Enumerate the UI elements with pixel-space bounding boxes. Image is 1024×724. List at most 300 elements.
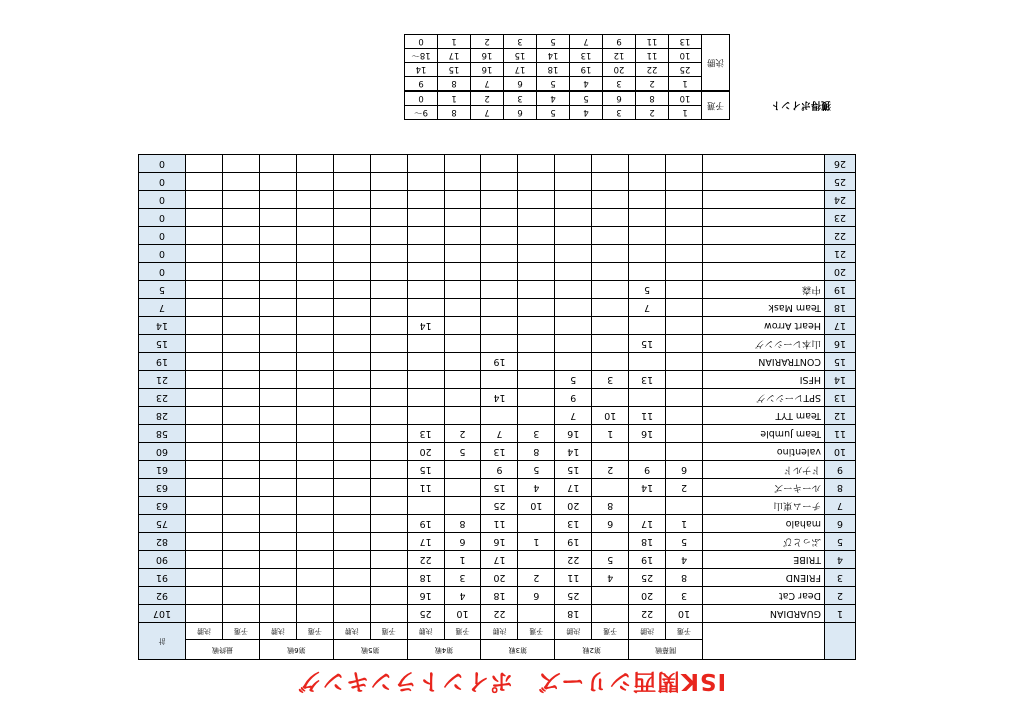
legend-cell: 22 (636, 63, 669, 77)
points-cell (481, 299, 518, 317)
team-name-cell: Dear Cat (703, 587, 825, 605)
points-cell (259, 479, 296, 497)
points-cell (186, 353, 223, 371)
points-cell (296, 191, 333, 209)
points-cell (370, 299, 407, 317)
points-cell (333, 299, 370, 317)
points-cell (666, 407, 703, 425)
points-cell (296, 443, 333, 461)
points-cell: 5 (592, 551, 629, 569)
stage-header-yosen: 予選 (666, 623, 703, 640)
points-cell (666, 317, 703, 335)
points-cell: 16 (629, 425, 666, 443)
points-cell (481, 227, 518, 245)
points-cell (555, 227, 592, 245)
points-cell: 20 (629, 587, 666, 605)
legend-cell: 1 (669, 106, 702, 120)
legend-cell: 19 (570, 63, 603, 77)
points-cell: 6 (444, 533, 481, 551)
points-cell (259, 263, 296, 281)
rank-cell: 2 (825, 587, 856, 605)
points-cell (333, 479, 370, 497)
points-cell: 25 (555, 587, 592, 605)
table-row (139, 587, 856, 605)
points-cell (555, 263, 592, 281)
points-cell (444, 317, 481, 335)
points-cell (370, 515, 407, 533)
legend-cell: 10 (669, 91, 702, 106)
points-cell (296, 551, 333, 569)
points-cell: 11 (481, 515, 518, 533)
points-cell (407, 371, 444, 389)
legend-cell: 7 (471, 77, 504, 92)
rank-cell: 8 (825, 479, 856, 497)
points-cell: 17 (629, 515, 666, 533)
total-cell: 92 (139, 587, 186, 605)
points-cell (444, 281, 481, 299)
points-cell (333, 353, 370, 371)
points-cell (481, 191, 518, 209)
points-cell (555, 209, 592, 227)
points-cell (296, 227, 333, 245)
header-blank-rank (825, 623, 856, 660)
points-cell: 18 (407, 569, 444, 587)
points-cell (186, 317, 223, 335)
header-blank-team (703, 623, 825, 660)
points-cell (186, 533, 223, 551)
points-cell (223, 425, 260, 443)
team-name-cell: ルーキーズ (703, 479, 825, 497)
points-cell (259, 371, 296, 389)
table-row (139, 461, 856, 479)
rank-cell: 22 (825, 227, 856, 245)
table-row (139, 389, 856, 407)
points-cell (481, 245, 518, 263)
legend-cell: 17 (504, 63, 537, 77)
points-cell (259, 587, 296, 605)
points-cell (259, 209, 296, 227)
points-cell (518, 155, 555, 173)
total-cell: 82 (139, 533, 186, 551)
points-cell (186, 263, 223, 281)
points-cell: 22 (407, 551, 444, 569)
points-cell (223, 533, 260, 551)
table-row (139, 569, 856, 587)
total-cell: 91 (139, 569, 186, 587)
legend-cell: 18～ (405, 49, 438, 63)
points-cell (259, 173, 296, 191)
points-cell (186, 299, 223, 317)
points-cell (518, 371, 555, 389)
points-cell (629, 191, 666, 209)
total-cell: 63 (139, 479, 186, 497)
points-cell (444, 245, 481, 263)
points-cell: 17 (481, 551, 518, 569)
points-cell (666, 209, 703, 227)
points-cell (481, 281, 518, 299)
points-cell (592, 173, 629, 191)
legend-cell: 20 (603, 63, 636, 77)
team-name-cell: ドナルド (703, 461, 825, 479)
table-row (139, 335, 856, 353)
legend-row (405, 49, 730, 63)
points-cell (333, 173, 370, 191)
points-cell (370, 389, 407, 407)
team-name-cell: 中森 (703, 281, 825, 299)
points-cell (481, 371, 518, 389)
legend-cell: 11 (636, 35, 669, 49)
total-cell: 0 (139, 209, 186, 227)
points-cell (407, 191, 444, 209)
points-cell (259, 281, 296, 299)
points-cell (370, 587, 407, 605)
points-cell (629, 443, 666, 461)
table-row (139, 443, 856, 461)
points-cell (518, 317, 555, 335)
rank-cell: 26 (825, 155, 856, 173)
points-cell (592, 245, 629, 263)
rank-cell: 5 (825, 533, 856, 551)
points-cell (518, 551, 555, 569)
rank-cell: 13 (825, 389, 856, 407)
legend-cell: 7 (471, 106, 504, 120)
points-cell (518, 335, 555, 353)
points-cell (444, 155, 481, 173)
points-cell (555, 317, 592, 335)
round-header: 第4戦 (407, 640, 481, 660)
points-cell (333, 533, 370, 551)
points-cell: 7 (481, 425, 518, 443)
legend-cell: 10 (669, 49, 702, 63)
points-cell (592, 191, 629, 209)
points-cell (186, 191, 223, 209)
points-cell (518, 281, 555, 299)
points-cell (407, 335, 444, 353)
total-cell: 0 (139, 263, 186, 281)
legend-cell: 8 (636, 91, 669, 106)
table-row (139, 191, 856, 209)
points-cell (370, 245, 407, 263)
points-cell (259, 425, 296, 443)
points-cell (333, 335, 370, 353)
points-cell (333, 191, 370, 209)
points-cell (296, 515, 333, 533)
points-cell (481, 209, 518, 227)
points-cell (186, 281, 223, 299)
total-cell: 14 (139, 317, 186, 335)
points-cell: 5 (666, 533, 703, 551)
points-cell (296, 569, 333, 587)
points-cell (259, 389, 296, 407)
legend-row (405, 91, 730, 106)
points-cell (186, 551, 223, 569)
table-row (139, 245, 856, 263)
points-cell: 13 (555, 515, 592, 533)
table-row (139, 479, 856, 497)
points-cell (518, 299, 555, 317)
points-cell (186, 443, 223, 461)
points-cell (407, 299, 444, 317)
points-cell (666, 335, 703, 353)
points-cell (333, 245, 370, 263)
rank-cell: 15 (825, 353, 856, 371)
points-cell (259, 299, 296, 317)
points-cell: 6 (518, 587, 555, 605)
points-cell (518, 191, 555, 209)
legend-cell: 16 (471, 49, 504, 63)
total-cell: 5 (139, 281, 186, 299)
stage-header-yosen: 予選 (592, 623, 629, 640)
team-name-cell: HFSI (703, 371, 825, 389)
team-name-cell: GUARDIAN (703, 605, 825, 623)
points-cell (296, 587, 333, 605)
points-cell: 17 (407, 533, 444, 551)
points-cell (407, 263, 444, 281)
points-cell (186, 479, 223, 497)
points-cell: 25 (407, 605, 444, 623)
points-cell (223, 371, 260, 389)
points-cell (518, 209, 555, 227)
points-cell: 10 (666, 605, 703, 623)
points-cell: 6 (666, 461, 703, 479)
stage-header-kessho: 決勝 (186, 623, 223, 640)
points-cell (407, 281, 444, 299)
points-cell (296, 353, 333, 371)
points-cell: 3 (666, 587, 703, 605)
legend-row (405, 77, 730, 92)
table-row (139, 497, 856, 515)
points-cell (296, 389, 333, 407)
legend-stage-yosen: 予選 (702, 91, 730, 120)
points-cell: 16 (555, 425, 592, 443)
team-name-cell (703, 245, 825, 263)
points-cell (223, 227, 260, 245)
team-name-cell: Team TYT (703, 407, 825, 425)
points-cell (407, 353, 444, 371)
round-header-row (139, 640, 856, 660)
points-cell (223, 353, 260, 371)
points-cell (629, 245, 666, 263)
team-name-cell: チーム東山 (703, 497, 825, 515)
legend-cell: 5 (537, 106, 570, 120)
legend-cell: 2 (636, 106, 669, 120)
points-cell (333, 263, 370, 281)
points-cell (259, 461, 296, 479)
points-cell (259, 533, 296, 551)
points-cell (666, 263, 703, 281)
points-cell (370, 317, 407, 335)
total-cell: 63 (139, 497, 186, 515)
table-row (139, 317, 856, 335)
points-cell (223, 569, 260, 587)
ranking-table (138, 154, 856, 660)
points-cell (296, 245, 333, 263)
team-name-cell: ぷっとび (703, 533, 825, 551)
points-cell (296, 533, 333, 551)
points-cell: 22 (481, 605, 518, 623)
rank-cell: 20 (825, 263, 856, 281)
points-cell (481, 407, 518, 425)
points-cell (223, 587, 260, 605)
points-cell (592, 299, 629, 317)
points-cell: 25 (481, 497, 518, 515)
points-cell: 4 (444, 587, 481, 605)
points-cell: 8 (518, 443, 555, 461)
points-cell (186, 389, 223, 407)
points-cell (186, 245, 223, 263)
total-cell: 0 (139, 245, 186, 263)
legend-cell: 4 (570, 106, 603, 120)
points-cell: 5 (518, 461, 555, 479)
points-cell (370, 479, 407, 497)
points-cell (592, 605, 629, 623)
points-cell (333, 587, 370, 605)
points-cell: 9 (555, 389, 592, 407)
points-cell (259, 317, 296, 335)
rank-cell: 4 (825, 551, 856, 569)
points-cell (592, 353, 629, 371)
points-cell (223, 299, 260, 317)
total-cell: 15 (139, 335, 186, 353)
total-cell: 23 (139, 389, 186, 407)
points-cell: 1 (592, 425, 629, 443)
points-cell (518, 605, 555, 623)
legend-cell: 8 (438, 77, 471, 92)
team-name-cell: valentino (703, 443, 825, 461)
table-row (139, 263, 856, 281)
points-cell: 9 (629, 461, 666, 479)
points-cell: 19 (629, 551, 666, 569)
points-cell: 22 (629, 605, 666, 623)
points-cell: 14 (407, 317, 444, 335)
legend-cell: 1 (669, 77, 702, 92)
points-cell (444, 461, 481, 479)
legend-cell: 3 (603, 77, 636, 92)
points-cell (370, 407, 407, 425)
points-cell (629, 497, 666, 515)
rank-cell: 10 (825, 443, 856, 461)
round-header: 第3戦 (481, 640, 555, 660)
points-cell (223, 155, 260, 173)
points-cell (333, 407, 370, 425)
total-cell: 0 (139, 191, 186, 209)
points-cell (186, 461, 223, 479)
points-cell (407, 155, 444, 173)
stage-header-kessho: 決勝 (629, 623, 666, 640)
points-cell (333, 425, 370, 443)
points-cell: 15 (481, 479, 518, 497)
points-cell: 5 (629, 281, 666, 299)
points-cell: 13 (407, 425, 444, 443)
points-cell (666, 299, 703, 317)
points-cell: 25 (629, 569, 666, 587)
points-cell (186, 209, 223, 227)
legend-cell: 6 (504, 106, 537, 120)
legend-row (405, 106, 730, 120)
points-cell: 11 (407, 479, 444, 497)
points-cell (629, 227, 666, 245)
points-cell (666, 155, 703, 173)
team-name-cell: 山本レーシング (703, 335, 825, 353)
points-cell (296, 425, 333, 443)
points-cell (223, 497, 260, 515)
team-name-cell: FRIEND (703, 569, 825, 587)
points-cell (370, 461, 407, 479)
team-name-cell (703, 209, 825, 227)
table-row (139, 353, 856, 371)
points-cell (555, 245, 592, 263)
points-cell (296, 299, 333, 317)
table-row (139, 209, 856, 227)
points-cell (223, 443, 260, 461)
points-cell (444, 173, 481, 191)
points-cell (592, 317, 629, 335)
points-cell (666, 443, 703, 461)
points-cell (333, 227, 370, 245)
points-cell (296, 461, 333, 479)
points-cell: 3 (592, 371, 629, 389)
points-cell (296, 317, 333, 335)
team-name-cell: mahalo (703, 515, 825, 533)
legend-cell: 16 (471, 63, 504, 77)
points-cell (296, 605, 333, 623)
points-cell (296, 209, 333, 227)
rank-cell: 14 (825, 371, 856, 389)
points-cell (592, 335, 629, 353)
points-cell (407, 173, 444, 191)
points-cell (333, 317, 370, 335)
table-row (139, 227, 856, 245)
table-row (139, 407, 856, 425)
total-header: 計 (139, 623, 186, 660)
points-cell (666, 353, 703, 371)
points-cell (370, 605, 407, 623)
legend-cell: 2 (636, 77, 669, 92)
points-cell (333, 371, 370, 389)
table-row (139, 371, 856, 389)
total-cell: 107 (139, 605, 186, 623)
total-cell: 0 (139, 227, 186, 245)
points-cell: 2 (592, 461, 629, 479)
table-row (139, 173, 856, 191)
points-cell (370, 569, 407, 587)
document-title: ISK関西シリーズ ポイントランキング (297, 668, 727, 694)
points-cell (333, 497, 370, 515)
points-cell (296, 173, 333, 191)
points-cell (259, 191, 296, 209)
table-row (139, 533, 856, 551)
points-cell (666, 173, 703, 191)
legend-cell: 4 (570, 77, 603, 92)
round-header: 第5戦 (333, 640, 407, 660)
points-cell (259, 551, 296, 569)
points-cell (666, 389, 703, 407)
points-cell (223, 461, 260, 479)
points-cell (333, 461, 370, 479)
points-cell (444, 389, 481, 407)
team-name-cell: Team Mask (703, 299, 825, 317)
points-cell (481, 335, 518, 353)
points-cell (555, 191, 592, 209)
team-name-cell: Team Jumble (703, 425, 825, 443)
points-cell: 16 (407, 587, 444, 605)
points-cell (296, 281, 333, 299)
legend-cell: 17 (438, 49, 471, 63)
rank-cell: 6 (825, 515, 856, 533)
points-cell (223, 317, 260, 335)
points-cell: 15 (555, 461, 592, 479)
points-cell (186, 497, 223, 515)
